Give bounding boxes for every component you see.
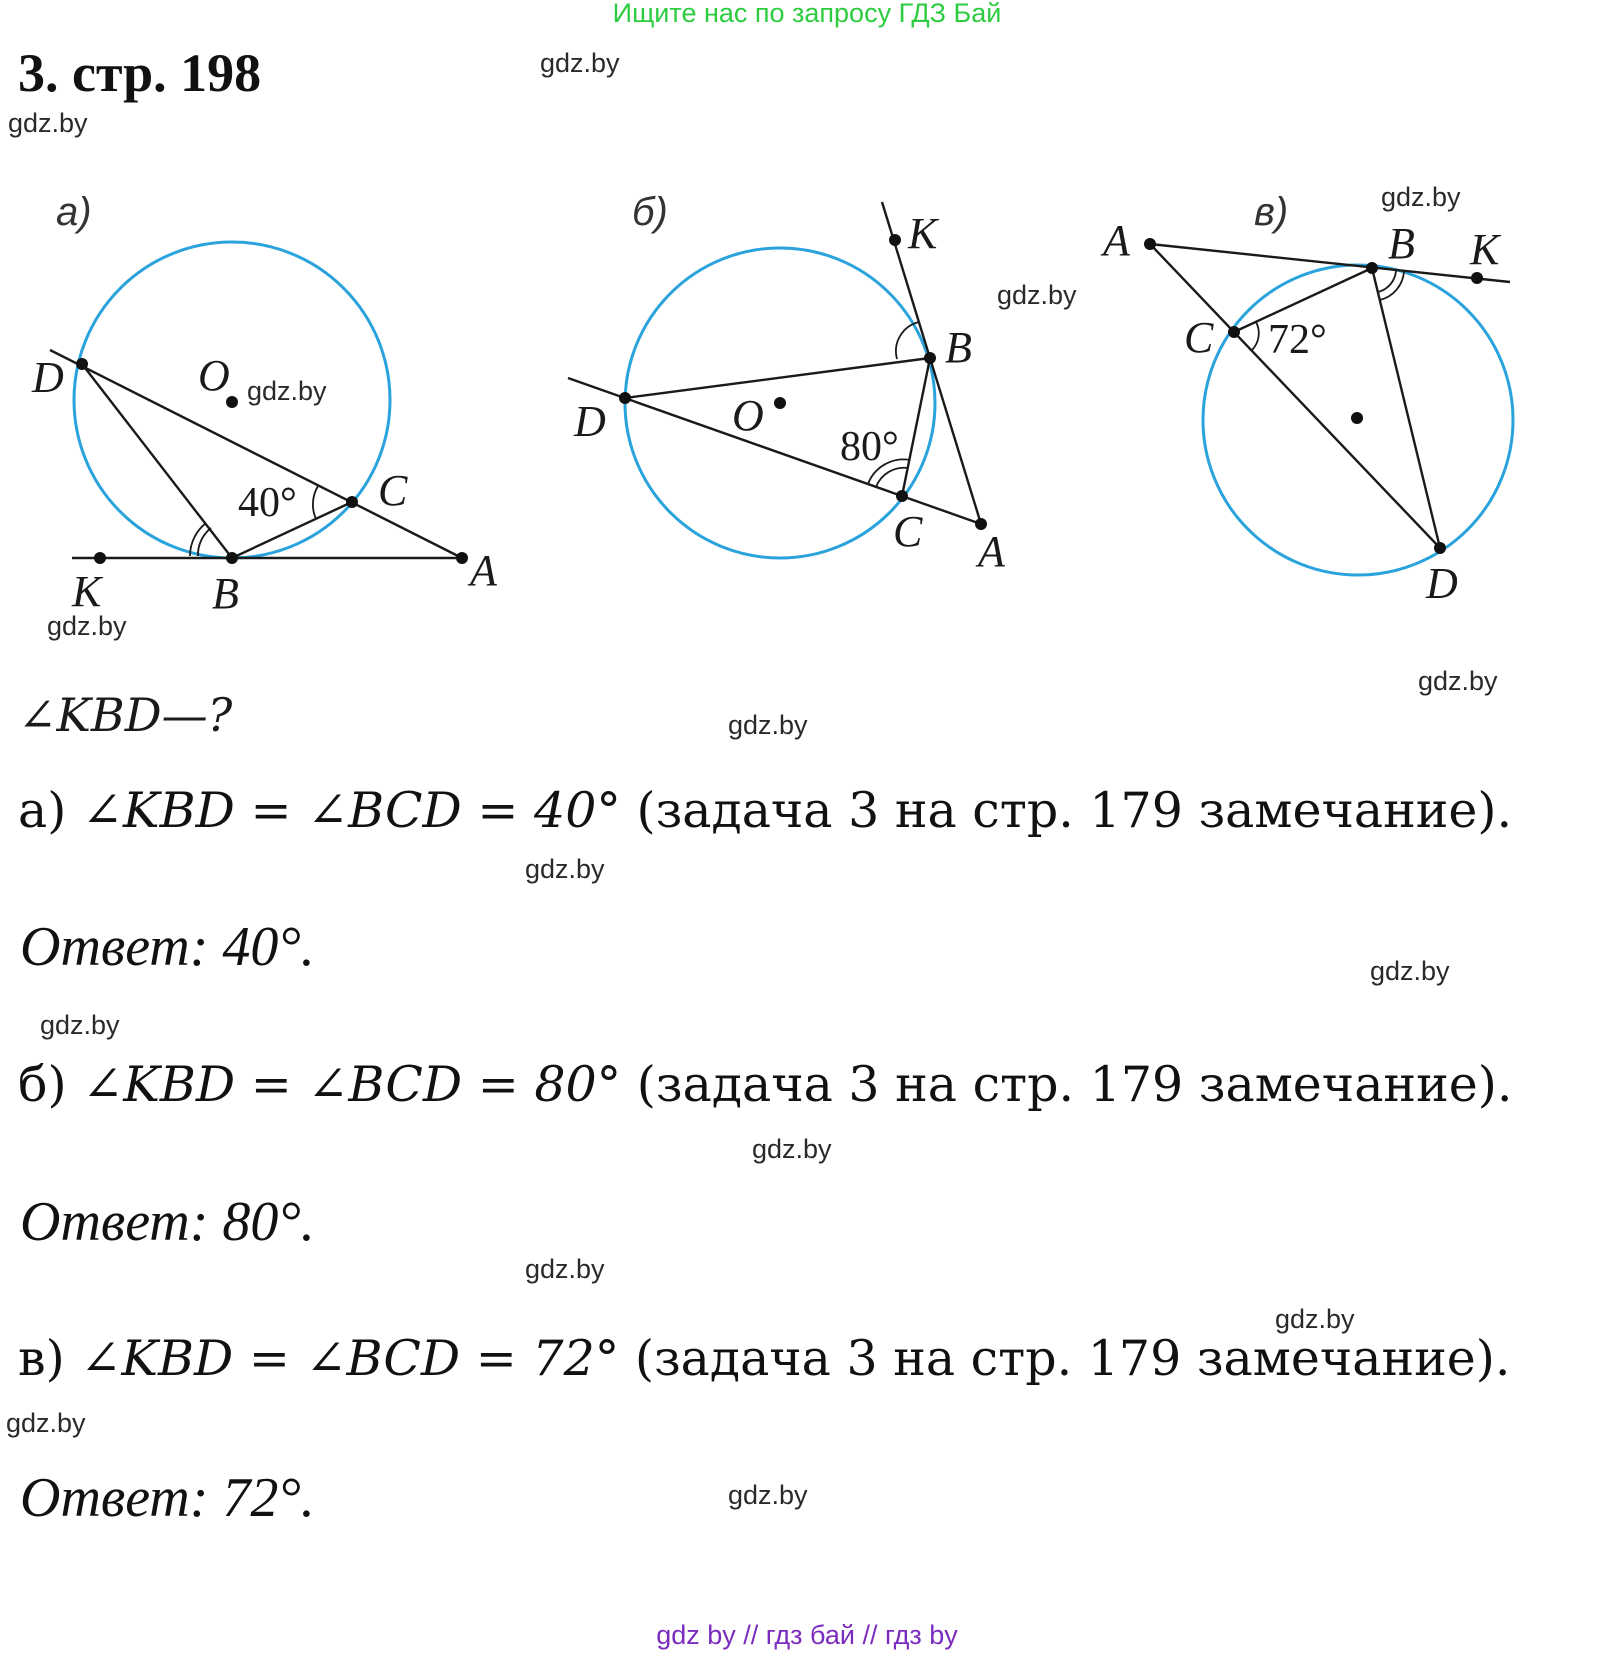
footer-links[interactable]: gdz by // гдз бай // гдз by [656, 1620, 958, 1650]
label-b: B [945, 323, 972, 372]
label-o: O [732, 391, 764, 440]
label-c: C [378, 466, 408, 515]
point-k [94, 552, 106, 564]
point-c [1228, 326, 1240, 338]
answer-c: Ответ: 72°. [20, 1467, 315, 1529]
tangent-ak [1150, 244, 1510, 282]
answer-b: Ответ: 80°. [20, 1191, 315, 1253]
point-d [619, 392, 631, 404]
label-b: B [212, 569, 239, 618]
watermark: gdz.by [247, 376, 327, 406]
figure-caption: в) [1254, 190, 1289, 234]
label-k: K [908, 209, 938, 258]
solution-prefix: в) [18, 1330, 81, 1387]
point-b [226, 552, 238, 564]
figure-c [1100, 170, 1520, 610]
center-point [1351, 412, 1363, 424]
solution-line-b [18, 1056, 1512, 1113]
question: ∠KBD—? [18, 688, 233, 742]
solution-suffix: (задача 3 на стр. 179 замечание). [621, 1056, 1513, 1113]
label-a: A [978, 527, 1005, 576]
solution-prefix: б) [18, 1056, 83, 1113]
label-c: C [1184, 313, 1214, 362]
point-d [76, 358, 88, 370]
point-b [924, 352, 936, 364]
watermark: gdz.by [728, 710, 808, 740]
label-d: D [1426, 559, 1458, 608]
angle-label: 80° [840, 424, 899, 470]
solution-line-c [18, 1330, 1511, 1387]
solution-suffix: (задача 3 на стр. 179 замечание). [620, 782, 1513, 839]
label-a: A [1103, 216, 1130, 265]
watermark: gdz.by [1418, 666, 1498, 696]
chord-bd [1372, 268, 1440, 548]
label-o: O [198, 351, 230, 400]
angle-arc [198, 528, 211, 556]
watermark: gdz.by [1381, 182, 1461, 212]
point-c [896, 490, 908, 502]
point-b [1366, 262, 1378, 274]
point-o [774, 397, 786, 409]
watermark: gdz.by [525, 854, 605, 884]
watermark: gdz.by [525, 1254, 605, 1284]
angle-arc [1380, 272, 1404, 300]
solution-math: ∠KBD = ∠BCD = 72° [80, 1330, 620, 1387]
figure-b [540, 170, 1100, 590]
solution-line-a [18, 782, 1512, 839]
label-k: K [72, 567, 102, 616]
point-c [346, 496, 358, 508]
angle-arc [1252, 322, 1259, 350]
angle-label: 72° [1268, 317, 1327, 363]
search-banner: Ищите нас по запросу ГДЗ Бай [612, 0, 1002, 28]
watermark: gdz.by [540, 48, 620, 78]
watermark: gdz.by [47, 611, 127, 641]
watermark: gdz.by [1275, 1304, 1355, 1334]
label-d: D [32, 353, 64, 402]
solution-suffix: (задача 3 на стр. 179 замечание). [619, 1330, 1511, 1387]
label-b: B [1388, 219, 1415, 268]
watermark: gdz.by [40, 1010, 120, 1040]
label-a: A [470, 546, 497, 595]
label-c: C [893, 507, 923, 556]
watermark: gdz.by [752, 1134, 832, 1164]
solution-prefix: а) [18, 782, 82, 839]
solution-math: ∠KBD = ∠BCD = 40° [81, 782, 621, 839]
chord-db [625, 358, 930, 398]
figure-a [0, 170, 530, 650]
figure-caption: б) [632, 190, 668, 234]
angle-arc [1378, 271, 1396, 292]
label-k: K [1470, 225, 1500, 274]
watermark: gdz.by [997, 280, 1077, 310]
watermark: gdz.by [728, 1480, 808, 1510]
point-a [1144, 238, 1156, 250]
point-d [1434, 542, 1446, 554]
angle-arc [313, 486, 318, 519]
answer-a: Ответ: 40°. [20, 916, 315, 978]
figure-caption: а) [56, 190, 92, 234]
point-a [456, 552, 468, 564]
watermark: gdz.by [6, 1408, 86, 1438]
label-d: D [574, 397, 606, 446]
exercise-title: 3. стр. 198 [18, 43, 262, 103]
angle-label: 40° [238, 480, 297, 526]
solution-math: ∠KBD = ∠BCD = 80° [82, 1056, 622, 1113]
point-k [889, 234, 901, 246]
watermark: gdz.by [1370, 956, 1450, 986]
watermark: gdz.by [8, 108, 88, 138]
